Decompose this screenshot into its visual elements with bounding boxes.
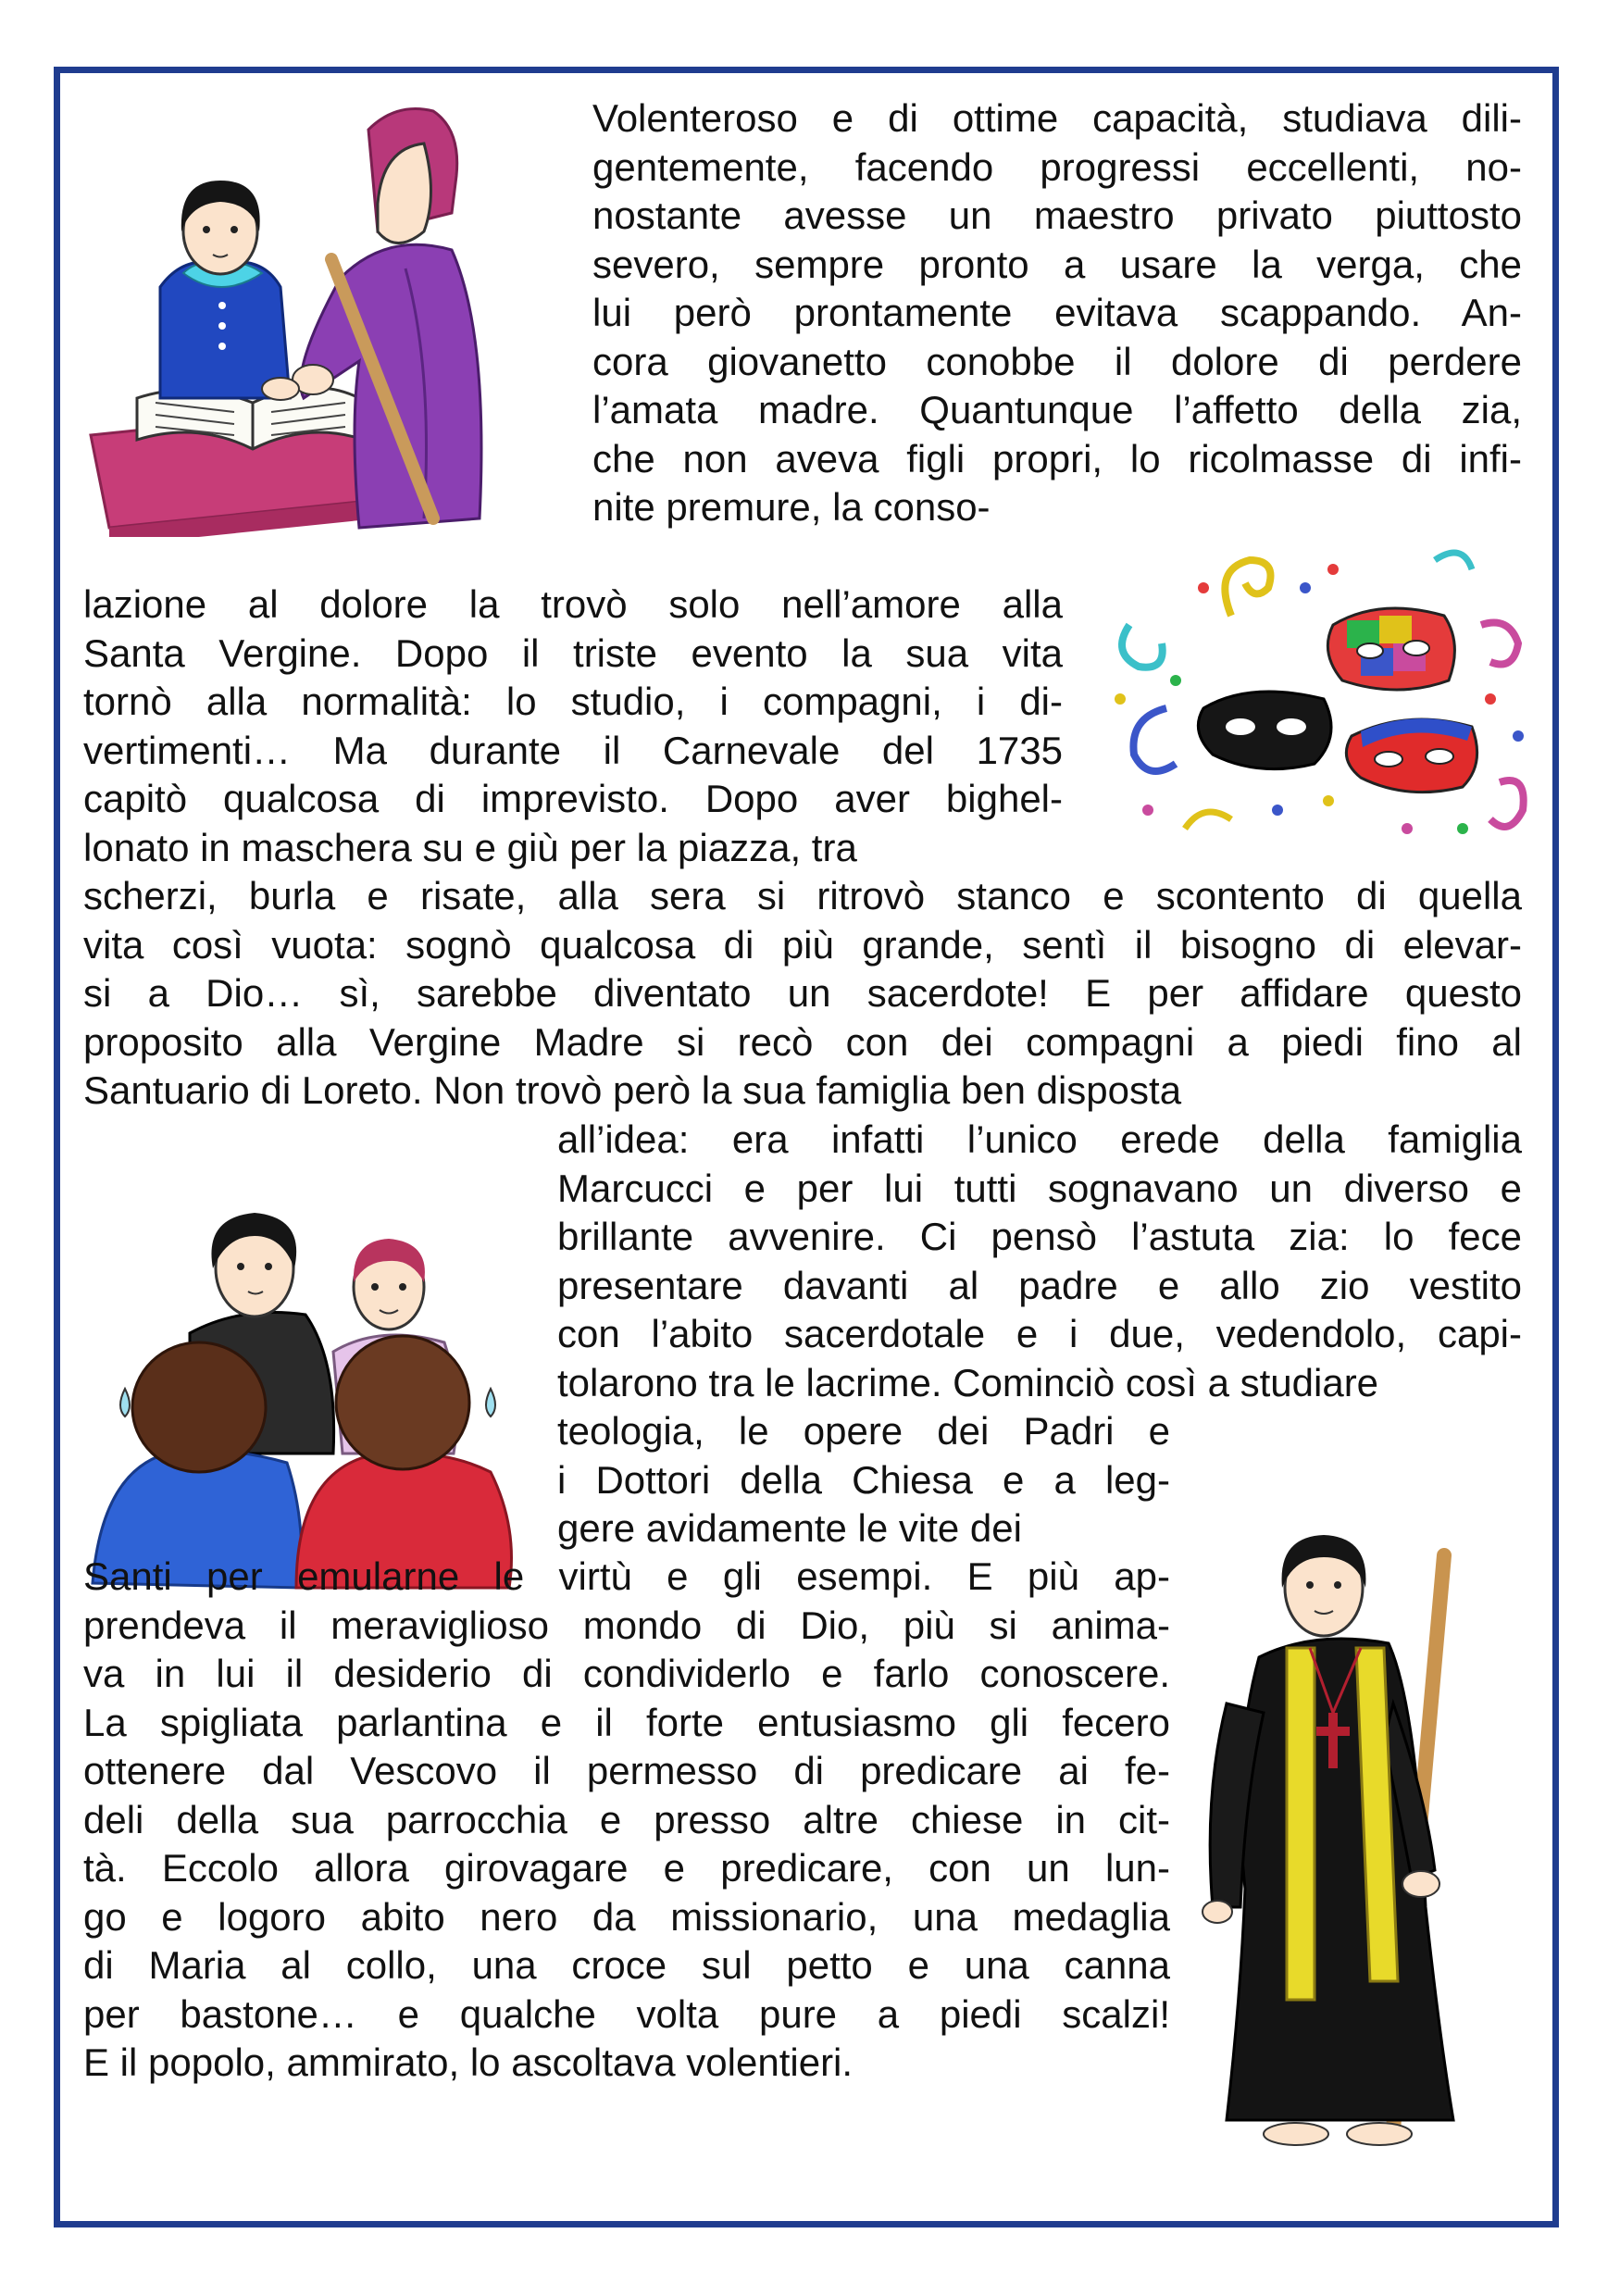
text-line: i Dottori della Chiesa e a leg-: [557, 1457, 1170, 1502]
text-line: nostante avesse un maestro privato piuttosto: [592, 193, 1522, 237]
text-line: vita così vuota: sognò qualcosa di più grande, sentì il bisogno di elevar-: [83, 922, 1522, 967]
text-line: di Maria al collo, una croce sul petto e una canna: [83, 1943, 1170, 1987]
text-line: teologia, le opere dei Padri e: [557, 1409, 1170, 1453]
text-block-6: [83, 1553, 1170, 2088]
text-line: gere avidamente le vite dei: [557, 1506, 1022, 1550]
family-scene-illustration: [83, 1176, 546, 1592]
text-line: all’idea: era infatti l’unico erede della famiglia: [557, 1117, 1522, 1161]
text-line: Volenteroso e di ottime capacità, studiava dili-: [592, 96, 1522, 140]
carnival-masks-illustration: [1092, 532, 1537, 866]
text-line: va in lui il desiderio di condividerlo e farlo conoscere.: [83, 1652, 1170, 1695]
text-line: si a Dio… sì, sarebbe diventato un sacerdote! E per affidare questo: [83, 971, 1522, 1015]
text-line: tà. Eccolo allora girovagare e predicare, con un lun-: [83, 1846, 1170, 1890]
missionary-priest-illustration: [1176, 1518, 1527, 2185]
priest-with-staff-icon: [1176, 1518, 1527, 2185]
study-lesson-illustration: [81, 93, 572, 537]
text-line: che non aveva figli propri, lo ricolmasse di infi-: [592, 436, 1522, 480]
text-block-5: [557, 1407, 1170, 1554]
text-line: Santi per emularne le virtù e gli esempi. E più ap-: [83, 1554, 1170, 1598]
text-line: capitò qualcosa di imprevisto. Dopo aver bighel-: [83, 777, 1063, 820]
text-line: lazione al dolore la trovò solo nell’amore alla: [83, 582, 1063, 626]
text-line: prendeva il meraviglioso mondo di Dio, più si anima-: [83, 1603, 1170, 1647]
text-line: deli della sua parrocchia e presso altre chiese in cit-: [83, 1797, 1170, 1841]
text-block-1: [592, 94, 1522, 532]
carnival-masks-icon: [1092, 532, 1537, 866]
text-line: presentare davanti al padre e allo zio vestito: [557, 1263, 1522, 1307]
text-line: cora giovanetto conobbe il dolore di perdere: [592, 339, 1522, 383]
text-line: La spigliata parlantina e il forte entusiasmo gli fecero: [83, 1700, 1170, 1744]
text-line: lonato in maschera su e giù per la piazza, tra: [83, 825, 857, 869]
text-line: vertimenti… Ma durante il Carnevale del 1735: [83, 728, 1063, 772]
text-line: nite premure, la conso-: [592, 485, 991, 529]
text-line: E il popolo, ammirato, lo ascoltava volentieri.: [83, 2040, 854, 2084]
text-block-4: [557, 1116, 1522, 1407]
text-line: ottenere dal Vescovo il permesso di predicare ai fe-: [83, 1749, 1170, 1792]
text-line: Marcucci e per lui tutti sognavano un diverso e: [557, 1166, 1522, 1210]
text-line: tornò alla normalità: lo studio, i compagni, i di-: [83, 680, 1063, 723]
text-line: con l’abito sacerdotale e i due, vedendolo, capi-: [557, 1312, 1522, 1355]
text-line: lui però prontamente evitava scappando. An-: [592, 291, 1522, 334]
text-line: brillante avvenire. Ci pensò l’astuta zia: lo fece: [557, 1215, 1522, 1258]
text-line: scherzi, burla e risate, alla sera si ritrovò stanco e scontento di quella: [83, 874, 1522, 917]
text-line: severo, sempre pronto a usare la verga, che: [592, 242, 1522, 286]
text-line: l’amata madre. Quantunque l’affetto della zia,: [592, 388, 1522, 431]
text-block-3: [83, 872, 1522, 1116]
text-line: Santa Vergine. Dopo il triste evento la sua vita: [83, 630, 1063, 675]
text-line: proposito alla Vergine Madre si recò con dei compagni a piedi fino al: [83, 1019, 1522, 1064]
text-block-2: [83, 580, 1063, 872]
text-line: go e logoro abito nero da missionario, una medaglia: [83, 1894, 1170, 1939]
text-line: gentemente, facendo progressi eccellenti, no-: [592, 144, 1522, 189]
text-line: per bastone… e qualche volta pure a piedi scalzi!: [83, 1991, 1170, 2036]
text-line: tolarono tra le lacrime. Cominciò così a studiare: [557, 1360, 1379, 1404]
text-line: Santuario di Loreto. Non trovò però la sua famiglia ben disposta: [83, 1068, 1182, 1112]
child-reading-with-teacher-icon: [81, 93, 572, 537]
family-tears-icon: [83, 1176, 546, 1592]
